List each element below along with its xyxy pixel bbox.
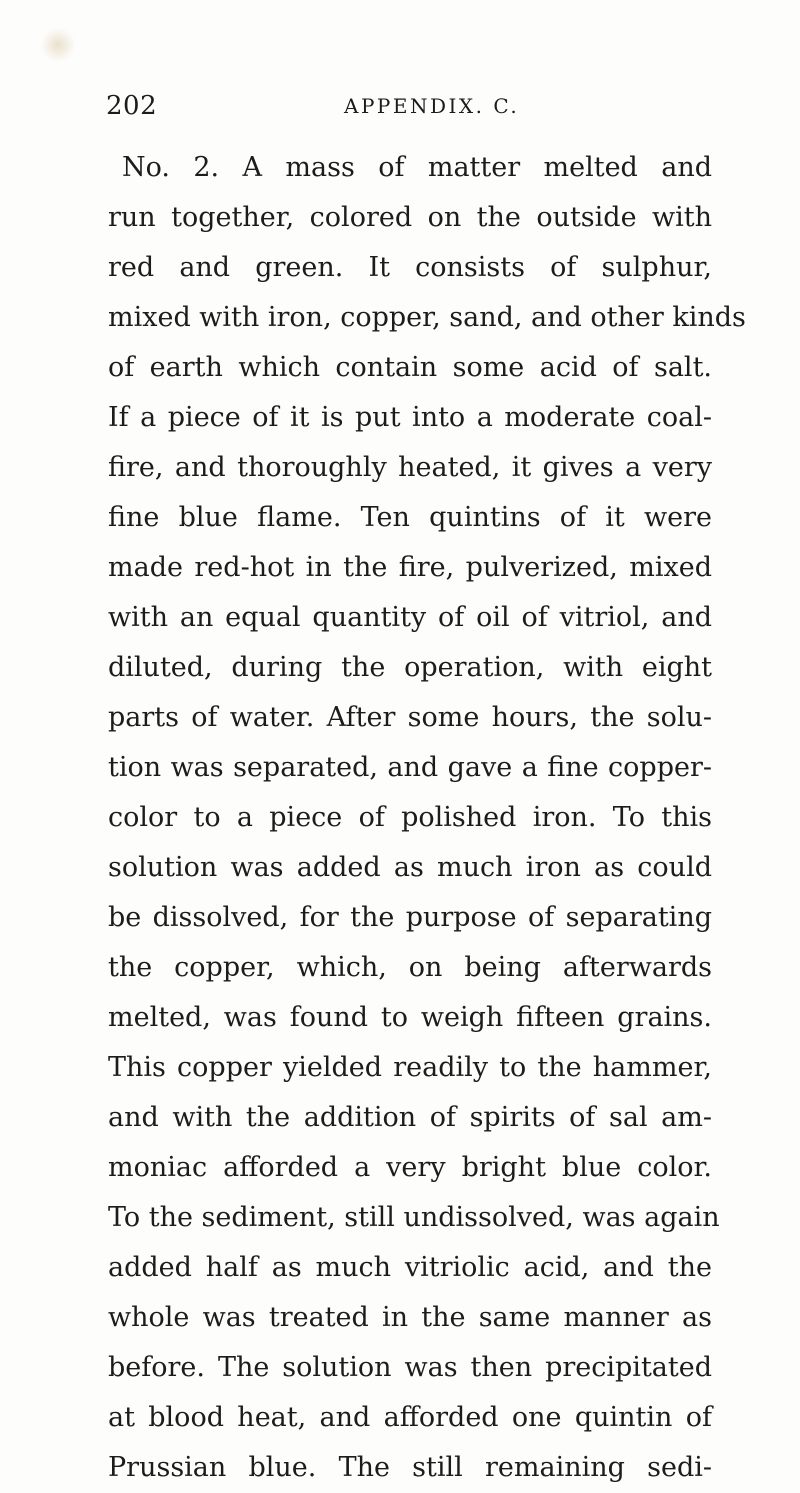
page-number: 202 <box>106 91 158 121</box>
text-line: To the sediment, still undissolved, was again <box>108 1202 720 1233</box>
running-head <box>0 88 800 124</box>
text-line: parts of water. After some hours, the solu- <box>108 702 712 733</box>
text-line: and with the addition of spirits of sal am- <box>108 1102 712 1133</box>
text-line: the copper, which, on being afterwards <box>108 952 712 983</box>
text-line: run together, colored on the outside with <box>108 202 712 233</box>
paper-stain <box>40 28 76 62</box>
text-line: made red-hot in the fire, pulverized, mixed <box>108 552 712 583</box>
text-line: red and green. It consists of sulphur, <box>108 252 712 283</box>
text-line: If a piece of it is put into a moderate coal- <box>108 402 712 433</box>
text-line: be dissolved, for the purpose of separating <box>108 902 712 933</box>
text-line: at blood heat, and afforded one quintin of <box>108 1402 712 1433</box>
text-line: No. 2. A mass of matter melted and <box>122 152 712 183</box>
text-line: moniac afforded a very bright blue color. <box>108 1152 712 1183</box>
text-line: color to a piece of polished iron. To this <box>108 802 712 833</box>
text-line: melted, was found to weigh fifteen grains. <box>108 1002 712 1033</box>
text-line: tion was separated, and gave a fine copper- <box>108 752 712 783</box>
text-line: fire, and thoroughly heated, it gives a very <box>108 452 712 483</box>
text-line: diluted, during the operation, with eight <box>108 652 712 683</box>
text-line: whole was treated in the same manner as <box>108 1302 712 1333</box>
text-line: Prussian blue. The still remaining sedi- <box>108 1452 712 1483</box>
text-line: solution was added as much iron as could <box>108 852 712 883</box>
text-line: added half as much vitriolic acid, and the <box>108 1252 712 1283</box>
body-text <box>108 143 746 1493</box>
text-line: of earth which contain some acid of salt. <box>108 352 712 383</box>
text-line: with an equal quantity of oil of vitriol, and <box>108 602 712 633</box>
text-line: fine blue flame. Ten quintins of it were <box>108 502 712 533</box>
text-line: This copper yielded readily to the hammer, <box>108 1052 712 1083</box>
text-line: mixed with iron, copper, sand, and other kinds <box>108 302 746 333</box>
running-title: APPENDIX. C. <box>344 94 520 118</box>
text-line: before. The solution was then precipitated <box>108 1352 712 1383</box>
